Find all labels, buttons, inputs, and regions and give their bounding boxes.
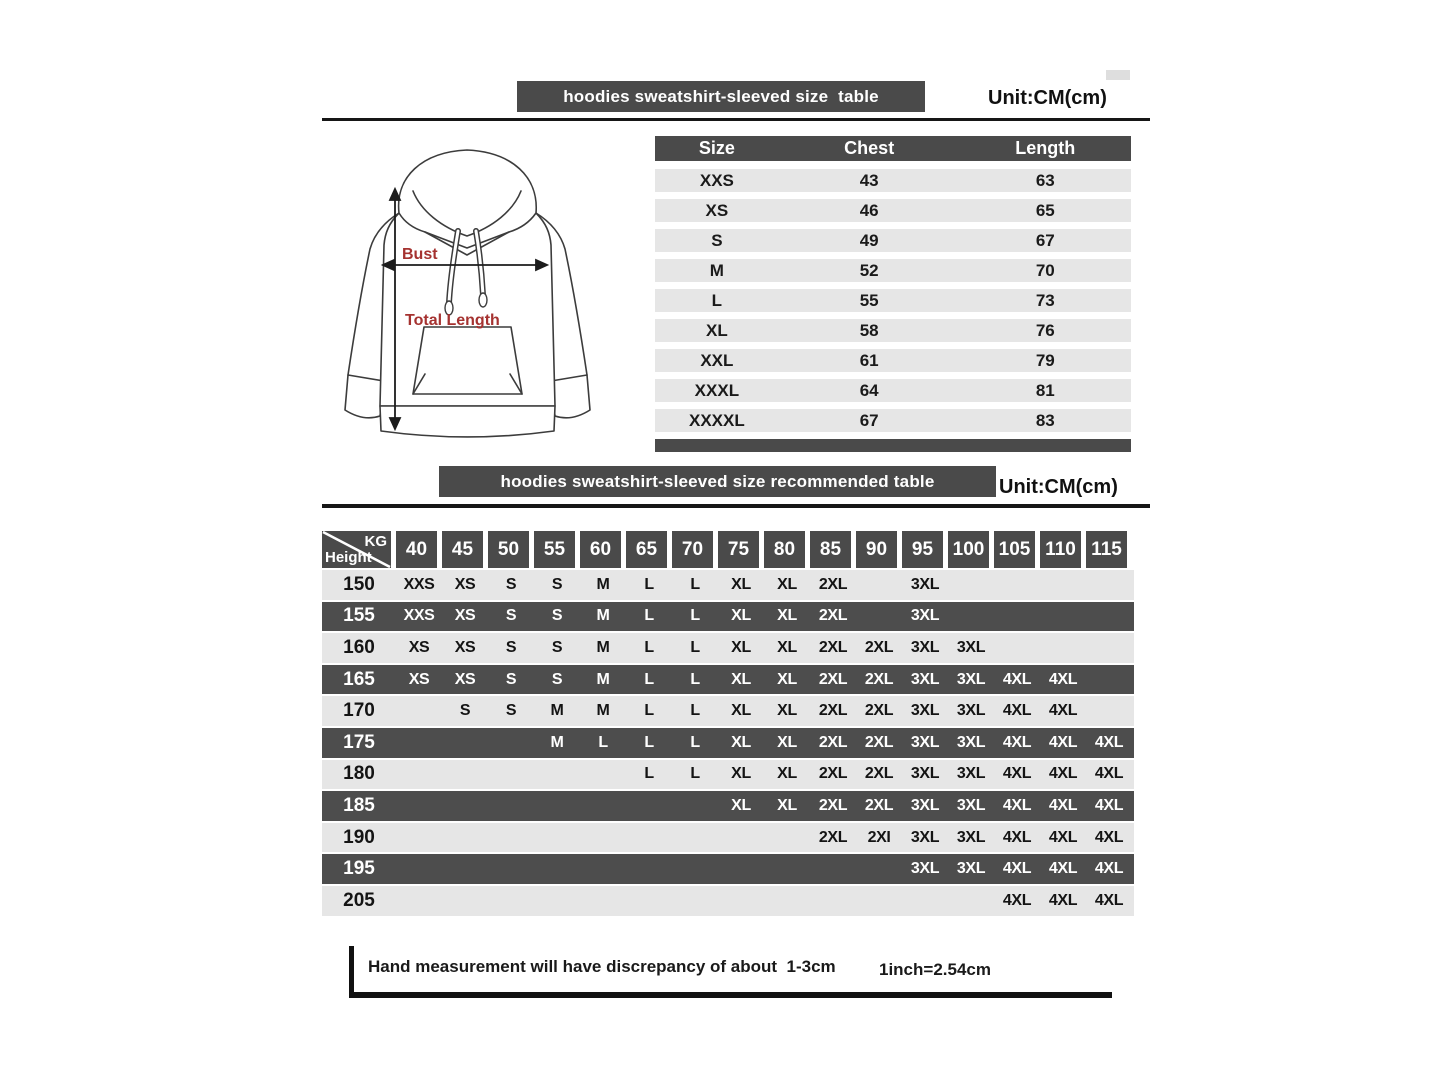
recommend-size-cell: 3XL — [910, 702, 940, 720]
length-cell: 67 — [1035, 230, 1055, 250]
size-table-row — [655, 259, 1131, 282]
recommend-size-cell: S — [505, 638, 517, 656]
recommend-size-cell: L — [644, 765, 654, 783]
recommend-size-cell: XL — [731, 733, 751, 751]
weight-header-cell: 100 — [948, 531, 989, 568]
left-cuff — [345, 375, 384, 418]
recommend-size-cell: 4XL — [1002, 860, 1032, 878]
recommend-size-cell: 4XL — [1094, 796, 1124, 814]
column-header-chest: Chest — [844, 138, 895, 158]
size-table-body — [655, 169, 1131, 432]
recommend-size-cell: M — [596, 575, 610, 593]
recommend-size-cell: XL — [777, 575, 797, 593]
recommend-size-cell: L — [644, 638, 654, 656]
recommend-size-cell: 3XL — [910, 670, 940, 688]
recommend-size-cell: 3XL — [956, 670, 986, 688]
length-cell: 76 — [1035, 320, 1055, 340]
recommend-size-cell: 2XI — [867, 828, 891, 846]
recommend-size-cell: S — [551, 575, 563, 593]
recommend-size-cell: 4XL — [1048, 860, 1078, 878]
recommend-size-cell: XL — [731, 638, 751, 656]
recommend-size-cell: 2XL — [818, 575, 848, 593]
size-table-row — [655, 349, 1131, 372]
weight-header-cell: 85 — [810, 531, 851, 568]
recommend-size-cell: M — [596, 638, 610, 656]
chest-cell: 61 — [859, 350, 879, 370]
recommend-row-165 — [322, 665, 1134, 697]
recommend-size-cell: 3XL — [956, 638, 986, 656]
size-table-header — [655, 136, 1131, 161]
length-cell: 70 — [1035, 260, 1055, 280]
recommend-row-175 — [322, 728, 1134, 760]
recommend-size-cell: L — [690, 638, 700, 656]
recommend-size-cell: XS — [454, 638, 476, 656]
weight-header-cell: 110 — [1040, 531, 1081, 568]
recommend-size-cell: 3XL — [956, 702, 986, 720]
recommend-size-cell: XL — [731, 702, 751, 720]
recommend-size-cell: 2XL — [864, 638, 894, 656]
recommend-row-195 — [322, 854, 1134, 886]
chest-cell: 52 — [859, 260, 879, 280]
recommend-size-cell: S — [505, 702, 517, 720]
recommend-size-cell: 2XL — [864, 765, 894, 783]
size-table-row — [655, 379, 1131, 402]
recommend-size-cell: 3XL — [910, 575, 940, 593]
bust-label: Bust — [402, 246, 438, 263]
recommend-size-cell: 4XL — [1094, 733, 1124, 751]
size-cell: XXS — [699, 170, 734, 190]
recommend-size-cell: 2XL — [864, 670, 894, 688]
size-table-row — [655, 229, 1131, 252]
bottom-divider-line — [322, 504, 1150, 508]
recommend-size-cell: XL — [777, 607, 797, 625]
column-header-size: Size — [698, 138, 735, 158]
recommend-size-cell: L — [644, 702, 654, 720]
recommend-size-cell: 4XL — [1048, 670, 1078, 688]
weight-header-cell: 90 — [856, 531, 897, 568]
weight-header-cell: 105 — [994, 531, 1035, 568]
recommend-row-170 — [322, 696, 1134, 728]
recommend-size-cell: 4XL — [1048, 891, 1078, 909]
weight-header-cell: 50 — [488, 531, 529, 568]
recommend-size-cell: XL — [777, 796, 797, 814]
arrowhead-up — [390, 189, 400, 200]
footer-left-bar — [349, 946, 354, 998]
recommended-table-title-bar — [439, 466, 996, 497]
recommend-size-cell: S — [551, 638, 563, 656]
recommend-size-cell: 4XL — [1094, 860, 1124, 878]
recommend-size-cell: XS — [454, 575, 476, 593]
recommend-size-cell: XL — [777, 733, 797, 751]
chest-cell: 49 — [859, 230, 879, 250]
size-cell: XXL — [700, 350, 734, 370]
recommend-size-cell: S — [505, 670, 517, 688]
weight-header-cell: 65 — [626, 531, 667, 568]
recommend-size-cell: 4XL — [1002, 733, 1032, 751]
recommend-size-cell: XL — [777, 702, 797, 720]
recommend-size-cell: 2XL — [818, 828, 848, 846]
recommend-size-cell: L — [644, 733, 654, 751]
height-label-corner: Height — [325, 549, 372, 566]
height-row-label: 155 — [343, 605, 375, 627]
weight-header-cell: 45 — [442, 531, 483, 568]
height-row-label: 195 — [343, 858, 375, 880]
height-row-label: 150 — [343, 573, 375, 595]
recommend-size-cell: M — [596, 607, 610, 625]
recommend-size-cell: 4XL — [1048, 702, 1078, 720]
recommend-size-cell: L — [598, 733, 608, 751]
chest-cell: 58 — [859, 320, 879, 340]
recommended-size-matrix — [322, 531, 1134, 918]
recommend-size-cell: 3XL — [910, 765, 940, 783]
recommend-size-cell: 2XL — [864, 733, 894, 751]
recommend-size-cell: 3XL — [910, 828, 940, 846]
chest-cell: 46 — [859, 200, 879, 220]
recommend-size-cell: 4XL — [1002, 891, 1032, 909]
recommend-size-cell: XL — [777, 670, 797, 688]
recommend-size-cell: 4XL — [1048, 733, 1078, 751]
size-table-row — [655, 199, 1131, 222]
kangaroo-pocket — [413, 327, 522, 394]
recommend-size-cell: L — [690, 575, 700, 593]
recommend-size-cell: S — [459, 702, 471, 720]
height-row-label: 165 — [343, 668, 375, 690]
column-header-length: Length — [1015, 138, 1076, 158]
size-cell: XXXL — [694, 380, 740, 400]
recommend-row-185 — [322, 791, 1134, 823]
size-table-row — [655, 289, 1131, 312]
height-row-label: 205 — [343, 889, 375, 911]
recommend-size-cell: XXS — [403, 607, 435, 625]
recommend-size-cell: XS — [408, 670, 430, 688]
recommend-size-cell: M — [596, 670, 610, 688]
recommend-row-190 — [322, 823, 1134, 855]
recommend-row-180 — [322, 760, 1134, 792]
scan-artifact — [1106, 70, 1130, 80]
weight-columns — [396, 531, 1132, 568]
weight-header-cell: 75 — [718, 531, 759, 568]
weight-header-cell: 70 — [672, 531, 713, 568]
height-row-label: 170 — [343, 700, 375, 722]
recommend-row-205 — [322, 886, 1134, 918]
recommend-size-cell: 2XL — [864, 796, 894, 814]
top-divider-line — [322, 118, 1150, 121]
size-table-title-bar — [517, 81, 925, 112]
recommend-size-cell: 2XL — [818, 607, 848, 625]
height-row-label: 160 — [343, 636, 375, 658]
right-cuff — [551, 375, 590, 418]
size-cell: L — [711, 290, 723, 310]
recommend-size-cell: XS — [408, 638, 430, 656]
chest-cell: 43 — [859, 170, 879, 190]
height-row-label: 180 — [343, 763, 375, 785]
recommend-size-cell: XS — [454, 607, 476, 625]
recommend-size-cell: XL — [731, 575, 751, 593]
chest-cell: 64 — [859, 380, 879, 400]
inch-conversion-note: 1inch=2.54cm — [879, 960, 991, 979]
recommend-size-cell: L — [690, 765, 700, 783]
recommend-size-cell: 4XL — [1094, 828, 1124, 846]
recommend-size-cell: 4XL — [1002, 765, 1032, 783]
recommend-size-cell: 3XL — [956, 860, 986, 878]
recommend-row-150 — [322, 570, 1134, 602]
matrix-header-row — [322, 531, 1134, 568]
unit-label-top: Unit:CM(cm) — [988, 87, 1107, 109]
recommend-size-cell: 2XL — [818, 670, 848, 688]
recommend-size-cell: 3XL — [956, 796, 986, 814]
recommend-size-cell: 4XL — [1094, 765, 1124, 783]
length-cell: 81 — [1035, 380, 1055, 400]
recommend-size-cell: L — [690, 733, 700, 751]
total-length-label: Total Length — [405, 312, 500, 329]
recommend-size-cell: L — [690, 670, 700, 688]
recommend-row-155 — [322, 602, 1134, 634]
recommend-size-cell: 4XL — [1048, 765, 1078, 783]
recommend-size-cell: 4XL — [1002, 828, 1032, 846]
recommend-size-cell: XL — [731, 765, 751, 783]
recommend-size-cell: L — [644, 607, 654, 625]
matrix-body — [322, 570, 1134, 918]
weight-header-cell: 55 — [534, 531, 575, 568]
recommend-size-cell: L — [690, 607, 700, 625]
hoodie-measurement-diagram — [325, 131, 610, 456]
recommend-size-cell: 2XL — [818, 638, 848, 656]
recommend-size-cell: S — [551, 670, 563, 688]
recommend-size-cell: XL — [731, 607, 751, 625]
recommend-row-160 — [322, 633, 1134, 665]
recommend-size-cell: 3XL — [910, 607, 940, 625]
recommend-size-cell: 3XL — [910, 860, 940, 878]
kg-height-corner-cell — [322, 531, 391, 568]
length-cell: 73 — [1035, 290, 1055, 310]
recommend-size-cell: XXS — [403, 575, 435, 593]
length-cell: 63 — [1035, 170, 1055, 190]
recommend-size-cell: L — [690, 702, 700, 720]
recommend-size-cell: S — [505, 575, 517, 593]
recommend-size-cell: 4XL — [1048, 796, 1078, 814]
recommend-size-cell: S — [551, 607, 563, 625]
recommend-size-cell: 3XL — [956, 765, 986, 783]
size-table-row — [655, 409, 1131, 432]
size-cell: XS — [705, 200, 729, 220]
recommend-size-cell: XL — [777, 765, 797, 783]
footer-underline — [349, 992, 1112, 998]
recommend-size-cell: S — [505, 607, 517, 625]
recommend-size-cell: XL — [731, 670, 751, 688]
recommend-size-cell: 3XL — [910, 733, 940, 751]
recommend-size-cell: XL — [731, 796, 751, 814]
recommend-size-cell: M — [596, 702, 610, 720]
recommend-size-cell: 4XL — [1048, 828, 1078, 846]
recommend-size-cell: 2XL — [818, 733, 848, 751]
recommend-size-cell: 2XL — [818, 765, 848, 783]
length-cell: 65 — [1035, 200, 1055, 220]
measurement-note: Hand measurement will have discrepancy of about 1-3cm — [368, 957, 836, 976]
size-cell: S — [711, 230, 723, 250]
size-table-footer-bar — [655, 439, 1131, 452]
weight-header-cell: 80 — [764, 531, 805, 568]
size-table-row — [655, 169, 1131, 192]
recommend-size-cell: L — [644, 575, 654, 593]
height-row-label: 175 — [343, 731, 375, 753]
weight-header-cell: 115 — [1086, 531, 1127, 568]
recommended-table-title: hoodies sweatshirt-sleeved size recommended table — [500, 471, 935, 491]
size-cell: XL — [706, 320, 728, 340]
unit-label-bottom: Unit:CM(cm) — [999, 476, 1118, 498]
recommend-size-cell: 3XL — [910, 796, 940, 814]
recommend-size-cell: 2XL — [864, 702, 894, 720]
length-cell: 79 — [1035, 350, 1055, 370]
chest-cell: 67 — [859, 410, 879, 430]
recommend-size-cell: L — [644, 670, 654, 688]
size-table — [655, 136, 1131, 452]
recommend-size-cell: 4XL — [1002, 702, 1032, 720]
length-cell: 83 — [1035, 410, 1055, 430]
size-cell: XXXXL — [689, 410, 745, 430]
recommend-size-cell: 4XL — [1094, 891, 1124, 909]
recommend-size-cell: 3XL — [956, 828, 986, 846]
weight-header-cell: 40 — [396, 531, 437, 568]
size-cell: M — [709, 260, 724, 280]
recommend-size-cell: 3XL — [956, 733, 986, 751]
height-row-label: 185 — [343, 794, 375, 816]
hem-band — [380, 406, 555, 437]
drawstring-aglet-right — [479, 293, 487, 307]
recommend-size-cell: 2XL — [818, 702, 848, 720]
recommend-size-cell: M — [550, 733, 564, 751]
size-table-title: hoodies sweatshirt-sleeved size table — [563, 86, 879, 106]
recommend-size-cell: 4XL — [1002, 670, 1032, 688]
recommend-size-cell: 4XL — [1002, 796, 1032, 814]
weight-header-cell: 95 — [902, 531, 943, 568]
recommend-size-cell: XL — [777, 638, 797, 656]
kg-label: KG — [364, 533, 387, 550]
chest-cell: 55 — [859, 290, 879, 310]
recommend-size-cell: 2XL — [818, 796, 848, 814]
recommend-size-cell: XS — [454, 670, 476, 688]
recommend-size-cell: M — [550, 702, 564, 720]
height-row-label: 190 — [343, 826, 375, 848]
recommend-size-cell: 3XL — [910, 638, 940, 656]
size-table-row — [655, 319, 1131, 342]
weight-header-cell: 60 — [580, 531, 621, 568]
